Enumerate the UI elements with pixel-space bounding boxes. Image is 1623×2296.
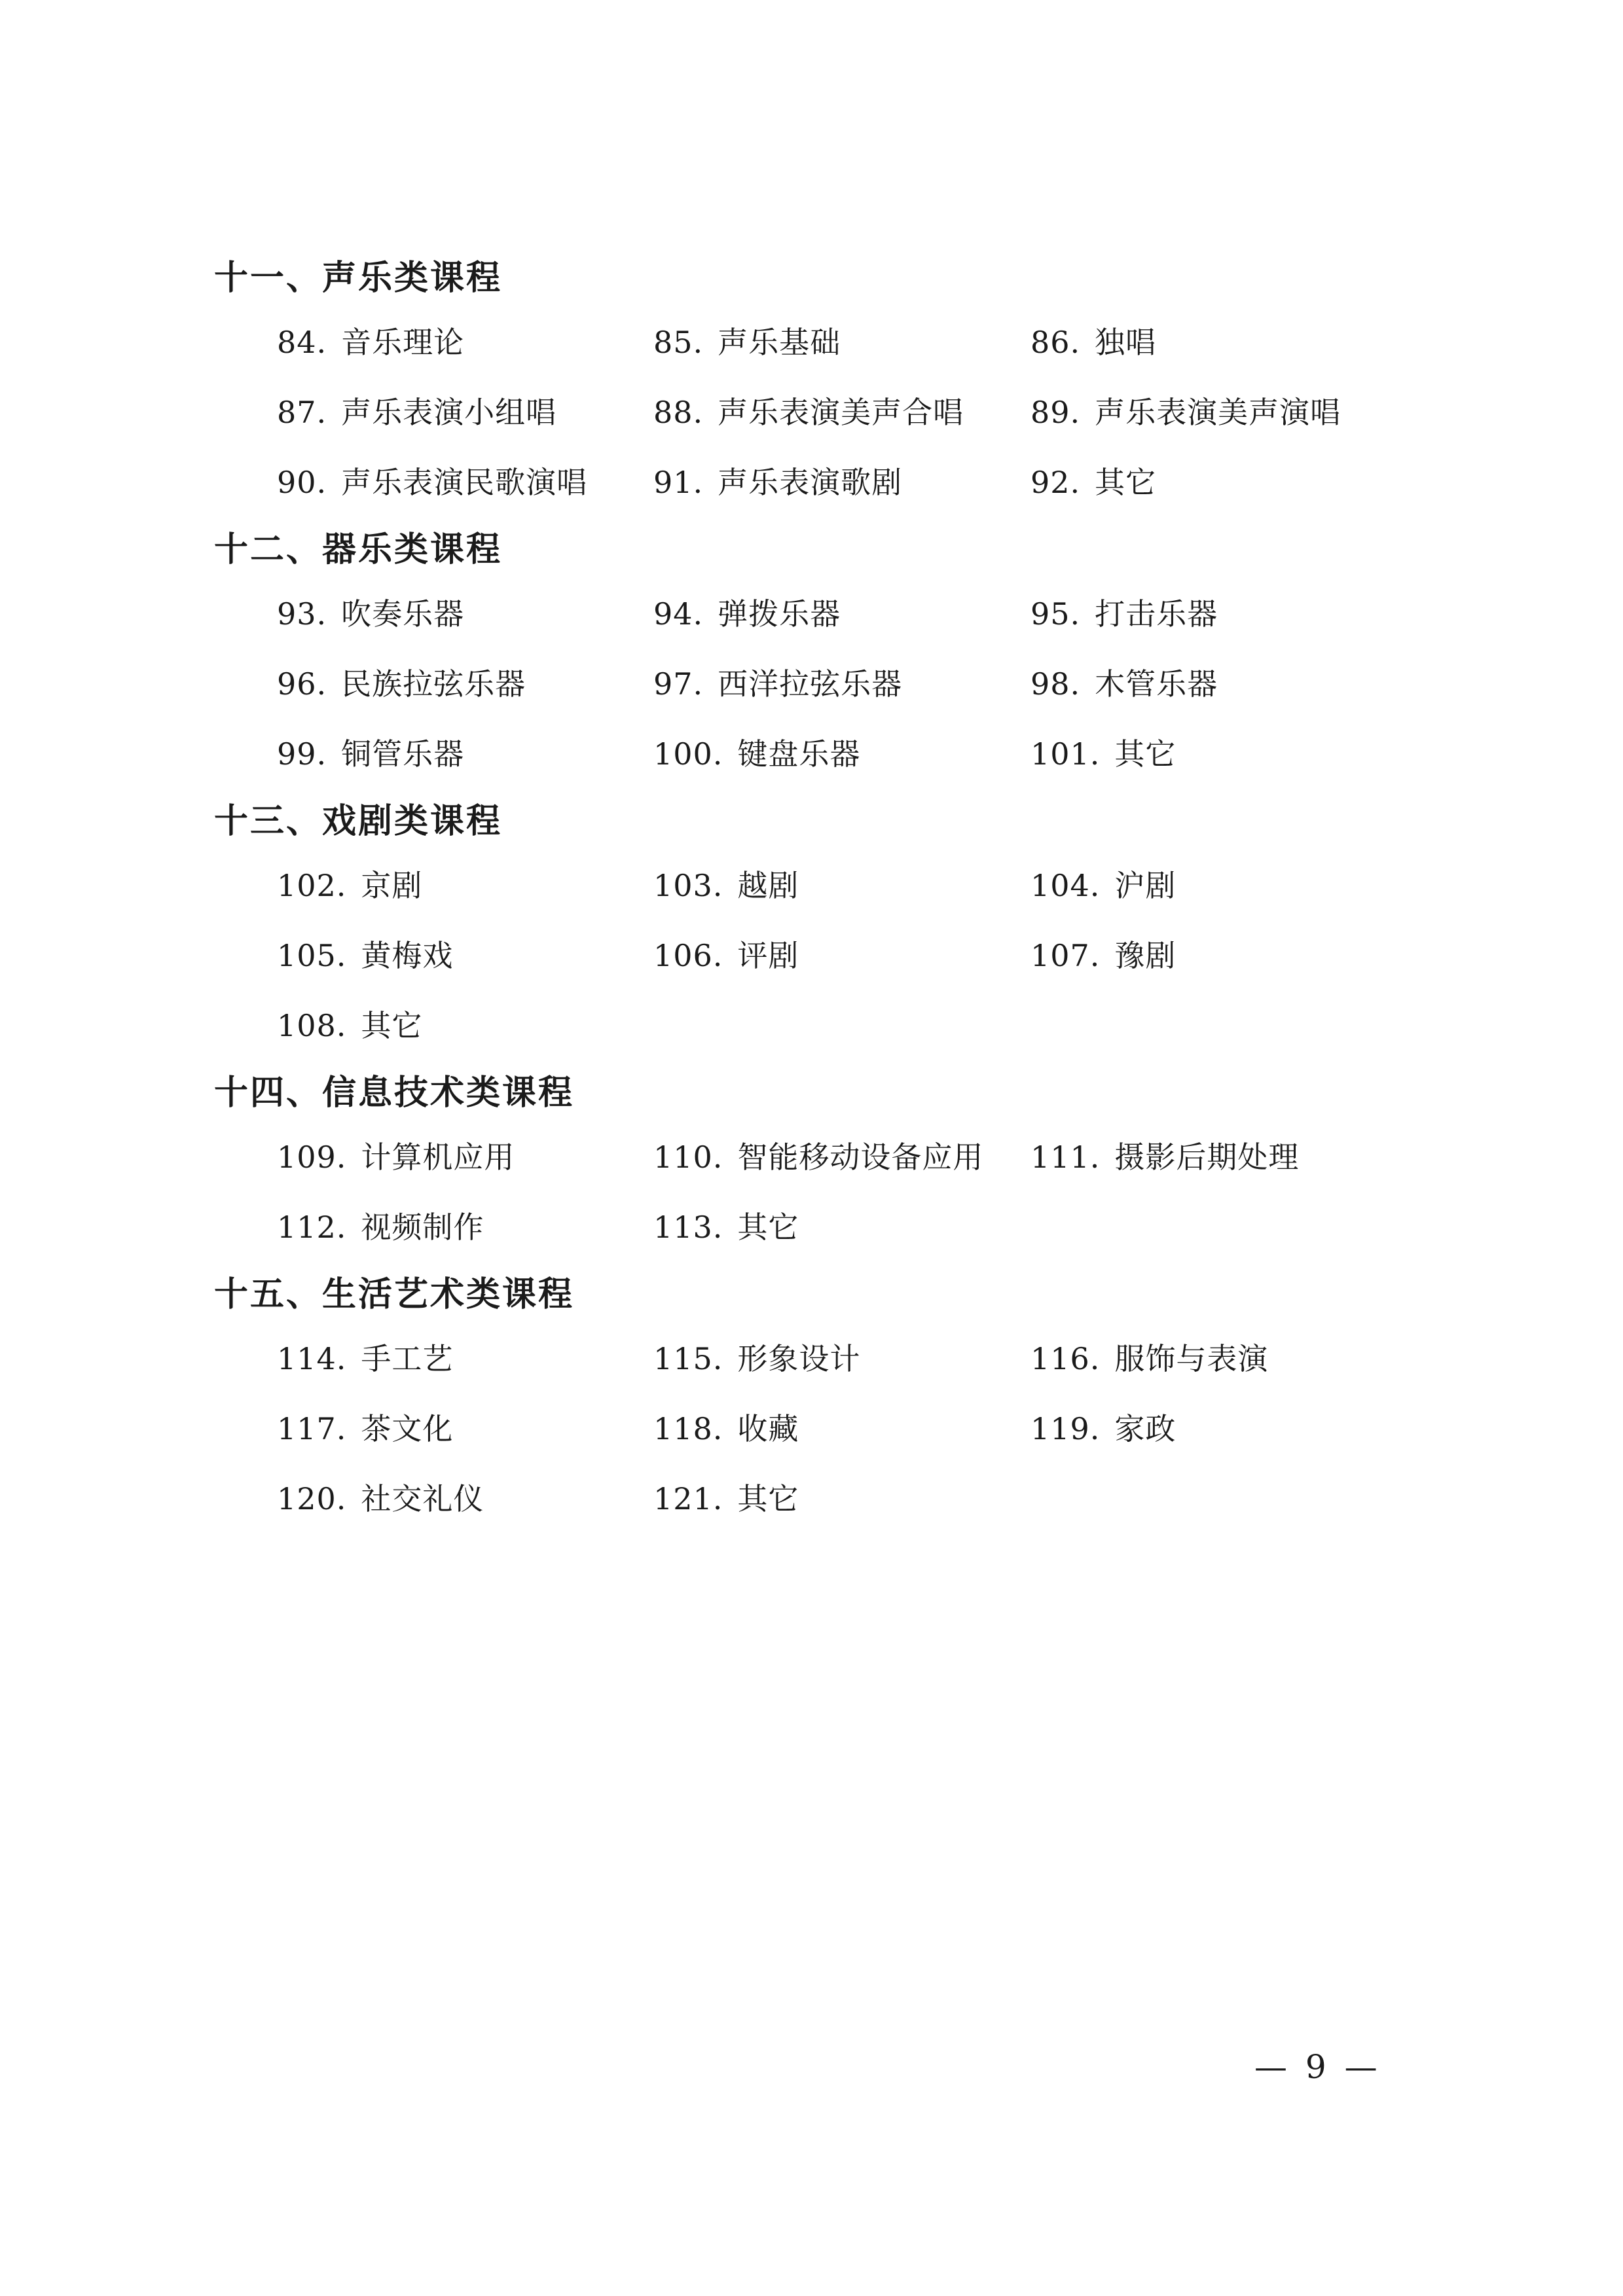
course-item: [277, 1410, 653, 1447]
course-item: [277, 324, 653, 361]
item-number: 121.: [653, 1481, 723, 1516]
item-number: 91.: [653, 465, 704, 500]
course-item: [1030, 666, 1436, 702]
item-label: 社交礼仪: [361, 1481, 484, 1516]
item-label: 其它: [1095, 465, 1157, 500]
item-number: 110.: [653, 1139, 723, 1175]
item-number: 97.: [653, 666, 704, 702]
item-label: 沪剧: [1114, 868, 1176, 903]
course-item: [1030, 394, 1436, 431]
course-item: [1030, 1139, 1436, 1175]
section-title: 十四、信息技术类课程: [214, 1073, 575, 1113]
course-item: [277, 1209, 653, 1246]
item-label: 民族拉弦乐器: [341, 666, 526, 702]
item-number: 113.: [653, 1210, 723, 1245]
item-label: 声乐表演美声演唱: [1095, 395, 1341, 430]
item-number: 107.: [1030, 938, 1101, 973]
course-grid: [277, 1340, 1412, 1551]
section-vocal: [214, 259, 1412, 534]
page-number: — 9 —: [1254, 2048, 1381, 2086]
item-label: 计算机应用: [361, 1139, 515, 1175]
course-item: [653, 867, 1030, 904]
item-number: 100.: [653, 736, 723, 772]
course-grid: [277, 1139, 1412, 1279]
item-label: 弹拨乐器: [718, 596, 841, 632]
item-number: 109.: [277, 1139, 347, 1175]
item-label: 视频制作: [361, 1210, 484, 1245]
course-item: [653, 736, 1030, 772]
item-label: 西洋拉弦乐器: [718, 666, 903, 702]
item-number: 87.: [277, 395, 327, 430]
item-number: 120.: [277, 1481, 347, 1516]
item-label: 其它: [1114, 736, 1176, 772]
course-item: [1030, 324, 1436, 361]
item-label: 其它: [737, 1210, 799, 1245]
item-label: 服饰与表演: [1114, 1341, 1269, 1376]
item-label: 声乐表演美声合唱: [718, 395, 964, 430]
item-label: 木管乐器: [1095, 666, 1218, 702]
section-instrumental: [214, 530, 1412, 806]
course-item: [277, 1139, 653, 1175]
course-item: [653, 666, 1030, 702]
item-number: 108.: [277, 1008, 347, 1043]
item-label: 豫剧: [1114, 938, 1176, 973]
section-title: 十三、戏剧类课程: [214, 802, 503, 841]
course-item: [277, 596, 653, 632]
item-label: 铜管乐器: [341, 736, 465, 772]
item-number: 89.: [1030, 395, 1081, 430]
item-number: 88.: [653, 395, 704, 430]
item-label: 形象设计: [737, 1341, 861, 1376]
course-grid: [277, 324, 1412, 534]
item-label: 打击乐器: [1095, 596, 1218, 632]
item-number: 92.: [1030, 465, 1081, 500]
item-label: 家政: [1114, 1411, 1176, 1446]
item-label: 京剧: [361, 868, 423, 903]
course-list: [214, 259, 1412, 1551]
item-number: 111.: [1030, 1139, 1101, 1175]
item-number: 93.: [277, 596, 327, 632]
item-label: 音乐理论: [341, 325, 465, 360]
course-item: [277, 394, 653, 431]
item-number: 94.: [653, 596, 704, 632]
course-item: [653, 1410, 1030, 1447]
item-label: 声乐表演小组唱: [341, 395, 557, 430]
item-number: 84.: [277, 325, 327, 360]
item-number: 118.: [653, 1411, 723, 1446]
course-item: [653, 464, 1030, 501]
course-item: [1030, 736, 1436, 772]
course-item: [277, 937, 653, 974]
course-item: [277, 736, 653, 772]
item-number: 90.: [277, 465, 327, 500]
course-item: [653, 394, 1030, 431]
item-number: 103.: [653, 868, 723, 903]
section-title: 十二、器乐类课程: [214, 530, 503, 569]
item-label: 其它: [737, 1481, 799, 1516]
item-number: 101.: [1030, 736, 1101, 772]
item-label: 黄梅戏: [361, 938, 454, 973]
item-label: 声乐基础: [718, 325, 841, 360]
course-item: [1030, 1340, 1436, 1377]
item-label: 智能移动设备应用: [737, 1139, 984, 1175]
course-item: [653, 937, 1030, 974]
course-item: [653, 1340, 1030, 1377]
course-item: [653, 1480, 1030, 1517]
section-title: 十五、生活艺术类课程: [214, 1275, 575, 1314]
course-item: [653, 324, 1030, 361]
course-grid: [277, 867, 1412, 1077]
item-number: 114.: [277, 1341, 347, 1376]
item-label: 评剧: [737, 938, 799, 973]
item-label: 越剧: [737, 868, 799, 903]
item-number: 115.: [653, 1341, 723, 1376]
item-label: 收藏: [737, 1411, 799, 1446]
item-number: 95.: [1030, 596, 1081, 632]
item-number: 96.: [277, 666, 327, 702]
course-item: [653, 596, 1030, 632]
course-item: [277, 666, 653, 702]
item-number: 86.: [1030, 325, 1081, 360]
course-item: [653, 1139, 1030, 1175]
item-number: 119.: [1030, 1411, 1101, 1446]
item-number: 85.: [653, 325, 704, 360]
course-item: [1030, 937, 1436, 974]
section-drama: [214, 802, 1412, 1077]
course-item: [277, 867, 653, 904]
item-number: 117.: [277, 1411, 347, 1446]
item-number: 102.: [277, 868, 347, 903]
course-item: [1030, 464, 1436, 501]
course-item: [277, 1340, 653, 1377]
item-number: 106.: [653, 938, 723, 973]
course-item: [277, 464, 653, 501]
course-item: [277, 1480, 653, 1517]
item-label: 独唱: [1095, 325, 1157, 360]
item-label: 声乐表演民歌演唱: [341, 465, 588, 500]
item-label: 手工艺: [361, 1341, 454, 1376]
course-item: [653, 1209, 1030, 1246]
item-label: 键盘乐器: [737, 736, 861, 772]
item-label: 摄影后期处理: [1114, 1139, 1300, 1175]
item-number: 98.: [1030, 666, 1081, 702]
section-title: 十一、声乐类课程: [214, 259, 503, 298]
course-grid: [277, 596, 1412, 806]
item-number: 105.: [277, 938, 347, 973]
item-label: 吹奏乐器: [341, 596, 465, 632]
item-number: 99.: [277, 736, 327, 772]
item-label: 声乐表演歌剧: [718, 465, 903, 500]
item-label: 茶文化: [361, 1411, 454, 1446]
course-item: [1030, 867, 1436, 904]
course-item: [1030, 1410, 1436, 1447]
course-item: [277, 1007, 653, 1044]
item-number: 104.: [1030, 868, 1101, 903]
item-number: 112.: [277, 1210, 347, 1245]
item-number: 116.: [1030, 1341, 1101, 1376]
section-it: [214, 1073, 1412, 1279]
course-item: [1030, 596, 1436, 632]
item-label: 其它: [361, 1008, 423, 1043]
section-life-arts: [214, 1275, 1412, 1551]
